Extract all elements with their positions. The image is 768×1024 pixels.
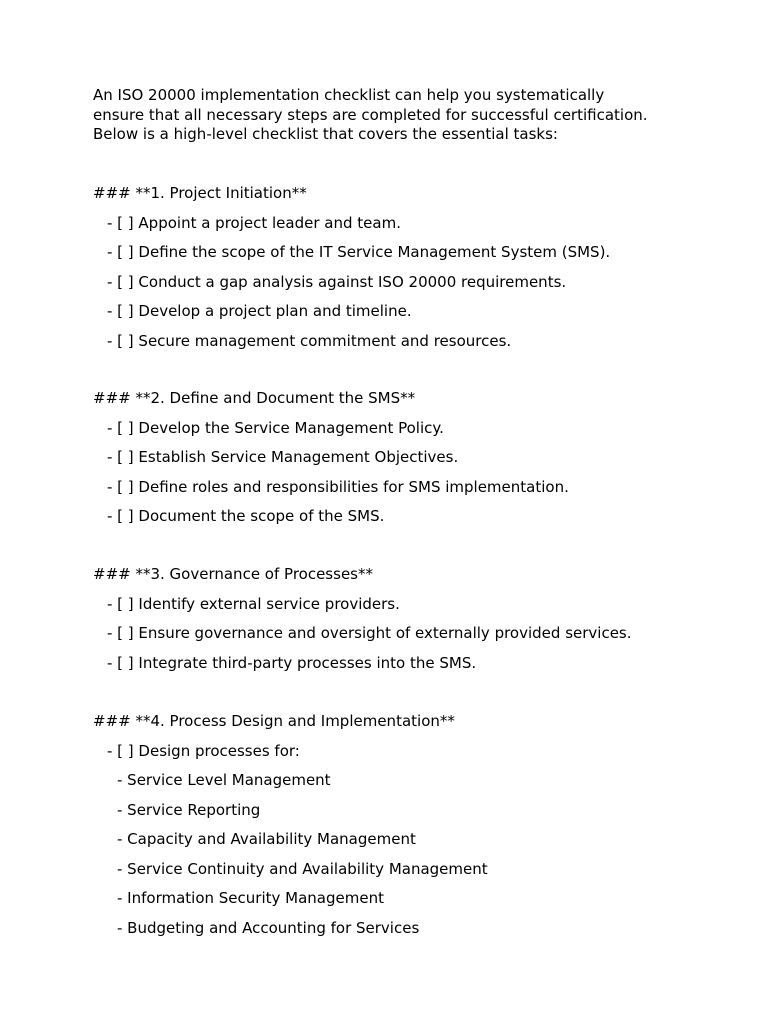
checklist-item: - [ ] Establish Service Management Objectives. (107, 448, 459, 466)
checklist-item: - [ ] Ensure governance and oversight of externally provided services. (107, 624, 632, 642)
checklist-item: - [ ] Integrate third-party processes into the SMS. (107, 653, 477, 672)
checklist-subitem: - Service Level Management (117, 771, 331, 789)
intro-line: ensure that all necessary steps are completed for successful certification. (93, 105, 648, 124)
section-process-design (93, 713, 733, 949)
checklist-item: - [ ] Conduct a gap analysis against ISO 20000 requirements. (107, 272, 567, 291)
checklist-item: - [ ] Develop the Service Management Policy. (107, 418, 444, 437)
checklist-subitem: - Information Security Management (117, 889, 384, 907)
section-governance-of-processes (93, 566, 733, 684)
section-heading: ### **1. Project Initiation** (93, 184, 307, 202)
checklist-item: - [ ] Document the scope of the SMS. (107, 507, 385, 525)
checklist-item: - [ ] Identify external service providers. (107, 594, 400, 613)
intro-line: Below is a high-level checklist that covers the essential tasks: (93, 125, 558, 143)
intro-paragraph (93, 86, 693, 145)
section-heading: ### **4. Process Design and Implementation** (93, 712, 455, 730)
checklist-item: - [ ] Secure management commitment and resources. (107, 331, 512, 350)
checklist-subitem: - Service Continuity and Availability Management (117, 859, 488, 878)
section-heading: ### **3. Governance of Processes** (93, 565, 373, 583)
section-define-document-sms (93, 390, 733, 538)
checklist-item: - [ ] Define roles and responsibilities for SMS implementation. (107, 477, 569, 496)
checklist-item: - [ ] Develop a project plan and timeline. (107, 302, 412, 320)
checklist-subitem: - Budgeting and Accounting for Services (117, 918, 420, 937)
checklist-item: - [ ] Define the scope of the IT Service Management System (SMS). (107, 243, 611, 261)
checklist-subitem: - Capacity and Availability Management (117, 830, 416, 848)
section-project-initiation (93, 185, 733, 362)
checklist-item: - [ ] Appoint a project leader and team. (107, 213, 401, 232)
section-heading: ### **2. Define and Document the SMS** (93, 389, 416, 407)
checklist-item: - [ ] Design processes for: (107, 741, 300, 760)
checklist-subitem: - Service Reporting (117, 800, 261, 819)
intro-line: An ISO 20000 implementation checklist can help you systematically (93, 86, 605, 104)
